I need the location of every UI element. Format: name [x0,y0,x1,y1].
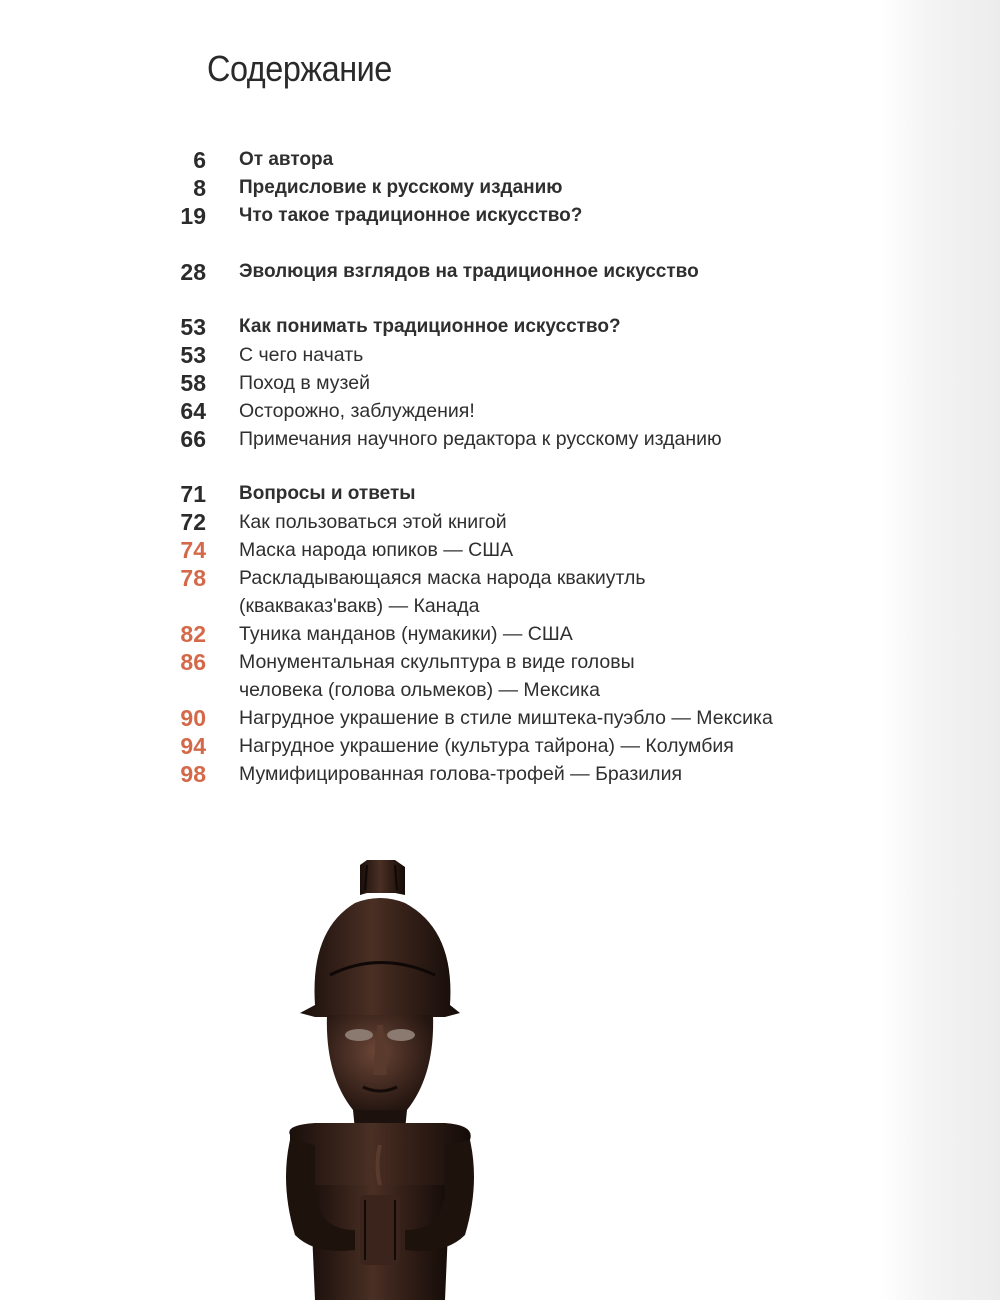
page-title: Содержание [207,48,392,90]
page-edge-shadow [880,0,1000,1300]
toc-page-number: 86 [180,649,206,675]
toc-entry[interactable] [0,174,880,202]
toc-entry-title: От автора [239,149,334,170]
toc-entry[interactable] [0,258,880,286]
toc-page-number: 94 [180,733,206,759]
toc-entry-title: Поход в музей [239,372,370,394]
toc-entry[interactable] [0,536,880,564]
toc-entry-title: Примечания научного редактора к русскому изданию [239,428,722,450]
toc-entry-title: С чего начать [239,344,364,366]
toc-page-number: 82 [180,621,206,647]
toc-entry[interactable] [0,592,880,620]
toc-entry-title: Эволюция взглядов на традиционное искусство [239,261,699,282]
toc-page-number: 6 [193,147,206,173]
toc-entry-title: Как понимать традиционное искусство? [239,316,621,337]
toc-entry-title: Монументальная скульптура в виде головы [239,651,635,673]
toc-entry-title: Предисловие к русскому изданию [239,177,563,198]
toc-page-number: 72 [180,509,206,535]
toc-entry[interactable] [0,564,880,592]
toc-entry[interactable] [0,760,880,788]
wooden-figure-sculpture [255,855,505,1300]
toc-entry-title: Мумифицированная голова-трофей — Бразилия [239,763,683,785]
toc-entry-title: человека (голова ольмеков) — Мексика [239,679,600,701]
toc-entry[interactable] [0,202,880,230]
toc-page-number: 28 [180,259,206,285]
toc-page-number: 98 [180,761,206,787]
toc-entry-title: Что такое традиционное искусство? [239,205,583,226]
toc-entry[interactable] [0,341,880,369]
toc-entry-title: Как пользоваться этой книгой [239,511,507,533]
toc-entry[interactable] [0,620,880,648]
toc-entry-title: Вопросы и ответы [239,483,416,504]
toc-page-number: 66 [180,426,206,452]
toc-entry[interactable] [0,425,880,453]
toc-page-number: 8 [193,175,206,201]
toc-page-number: 58 [180,370,206,396]
toc-entry[interactable] [0,369,880,397]
toc-entry[interactable] [0,508,880,536]
toc-entry[interactable] [0,676,880,704]
toc-entry-title: Нагрудное украшение в стиле миштека-пуэбло — Мексика [239,707,773,729]
toc-entry-title: Маска народа юпиков — США [239,539,514,561]
toc-entry-title: (квакваказ'вакв) — Канада [239,595,480,617]
toc-entry[interactable] [0,732,880,760]
toc-entry[interactable] [0,146,880,174]
toc-entry-title: Нагрудное украшение (культура тайрона) — Колумбия [239,735,734,757]
toc-page-number: 53 [180,314,206,340]
toc-entry-title: Осторожно, заблуждения! [239,400,475,422]
toc-page-number: 71 [180,481,206,507]
toc-page-number: 78 [180,565,206,591]
toc-entry[interactable] [0,480,880,508]
toc-page-number: 64 [180,398,206,424]
toc-entry[interactable] [0,648,880,676]
toc-page-number: 74 [180,537,206,563]
toc-page-number: 19 [180,203,206,229]
toc-page-number: 53 [180,342,206,368]
toc-entry-title: Туника манданов (нумакики) — США [239,623,573,645]
toc-entry[interactable] [0,704,880,732]
toc-entry[interactable] [0,313,880,341]
toc-entry[interactable] [0,397,880,425]
toc-page-number: 90 [180,705,206,731]
toc-entry-title: Раскладывающаяся маска народа квакиутль [239,567,646,589]
